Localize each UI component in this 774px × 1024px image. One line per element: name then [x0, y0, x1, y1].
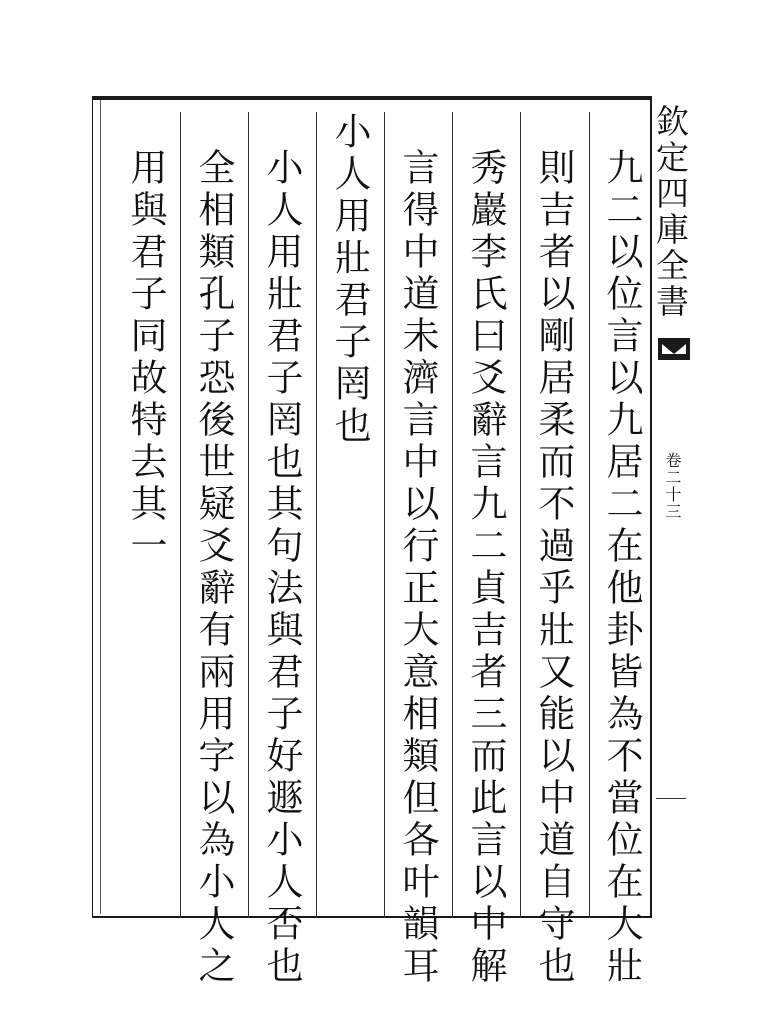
column-rule — [589, 112, 590, 918]
text-column-4: 言得中道未濟言中以行正大意相類但各叶韻耳 — [396, 148, 439, 988]
text-column-6: 全相類孔子恐後世疑爻辭有兩用字以為小人之 — [192, 148, 235, 988]
text-column-3: 秀巖李氏曰爻辭言九二貞吉者三而此言以中解 — [464, 148, 507, 988]
column-rule — [180, 112, 181, 918]
column-rule — [452, 112, 453, 918]
juan-number: 卷二十三 — [663, 452, 682, 520]
column-rule — [384, 112, 385, 918]
text-column-2: 則吉者以剛居柔而不過乎壯又能以中道自守也 — [532, 148, 575, 988]
text-column-5: 小人用壯君子罔也其句法與君子好遯小人否也 — [260, 148, 303, 988]
frame-left-inner-border — [100, 100, 101, 914]
margin-tick — [656, 798, 686, 799]
fishtail-mark-icon — [658, 338, 690, 360]
text-column-1: 九二以位言以九居二在他卦皆為不當位在大壯 — [600, 148, 643, 988]
book-title: 欽定四庫全書 — [651, 104, 690, 320]
column-rule — [316, 112, 317, 918]
text-column-7: 用與君子同故特去其一 — [124, 148, 167, 568]
heading-column: 小人用壯君子罔也 — [328, 112, 371, 448]
column-rule — [248, 112, 249, 918]
column-rule — [520, 112, 521, 918]
